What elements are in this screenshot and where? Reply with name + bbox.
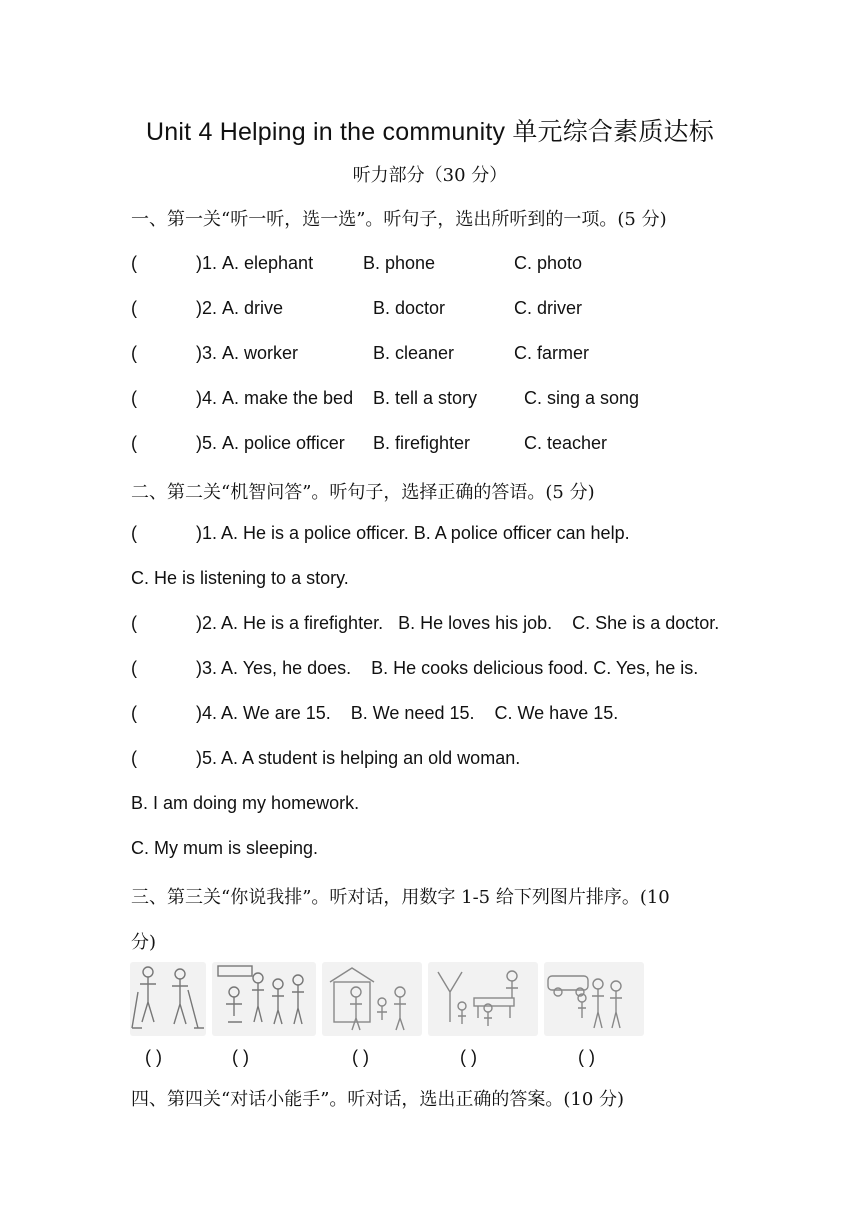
order-blank[interactable]: ( ): [145, 1047, 162, 1067]
page-subtitle: 听力部分（30 分）: [352, 165, 508, 186]
question-number: )5.: [196, 433, 218, 453]
option-c: C. teacher: [524, 433, 608, 453]
order-blank[interactable]: ( ): [352, 1047, 369, 1067]
answer-paren[interactable]: (: [131, 613, 137, 633]
answer-paren[interactable]: (: [131, 748, 137, 768]
question-number: )2.: [196, 298, 218, 318]
picture-park: [428, 962, 538, 1036]
option-b: B. firefighter: [373, 433, 471, 453]
section3-heading-cont: 分): [131, 932, 157, 953]
answer-paren[interactable]: (: [131, 658, 137, 678]
question-number: )3.: [196, 343, 218, 363]
order-blank[interactable]: ( ): [460, 1047, 477, 1067]
section1-heading: 一、第一关“听一听，选一选”。听句子，选出所听到的一项。(5 分): [131, 209, 667, 230]
order-blank[interactable]: ( ): [232, 1047, 249, 1067]
option-c: C. sing a song: [524, 388, 640, 408]
answer-paren[interactable]: (: [131, 343, 137, 363]
option-b: B. cleaner: [373, 343, 455, 363]
answer-paren[interactable]: (: [131, 703, 137, 723]
question-text: )4. A. We are 15. B. We need 15. C. We have 15.: [196, 703, 619, 723]
option-a: A. drive: [222, 298, 284, 318]
option-b: B. phone: [363, 253, 436, 273]
section3-heading: 三、第三关“你说我排”。听对话，用数字 1-5 给下列图片排序。(10: [131, 887, 670, 908]
question-text: )2. A. He is a firefighter. B. He loves his job. C. She is a doctor.: [196, 613, 720, 633]
picture-family: [544, 962, 644, 1036]
option-a: A. police officer: [222, 433, 345, 453]
section4-heading: 四、第四关“对话小能手”。听对话，选出正确的答案。(10 分): [131, 1089, 625, 1110]
picture-cook: [322, 962, 422, 1036]
option-a: A. make the bed: [222, 388, 354, 408]
question-text: )1. A. He is a police officer. B. A police officer can help.: [196, 523, 630, 543]
answer-paren[interactable]: (: [131, 433, 137, 453]
picture-group: [212, 962, 316, 1036]
question-number: )1.: [196, 253, 218, 273]
question-continuation: C. My mum is sleeping.: [131, 838, 319, 858]
option-a: A. elephant: [222, 253, 314, 273]
answer-paren[interactable]: (: [131, 253, 137, 273]
section2-heading: 二、第二关“机智问答”。听句子，选择正确的答语。(5 分): [131, 482, 595, 503]
question-continuation: C. He is listening to a story.: [131, 568, 349, 588]
question-number: )4.: [196, 388, 218, 408]
option-a: A. worker: [222, 343, 299, 363]
question-text: )5. A. A student is helping an old woman.: [196, 748, 521, 768]
question-continuation: B. I am doing my homework.: [131, 793, 360, 813]
answer-paren[interactable]: (: [131, 298, 137, 318]
option-c: C. farmer: [514, 343, 590, 363]
option-c: C. photo: [514, 253, 583, 273]
picture-strip: [130, 962, 650, 1038]
question-text: )3. A. Yes, he does. B. He cooks delicious food. C. Yes, he is.: [196, 658, 699, 678]
option-c: C. driver: [514, 298, 583, 318]
order-blank[interactable]: ( ): [578, 1047, 595, 1067]
answer-paren[interactable]: (: [131, 523, 137, 543]
picture-cleaners: [130, 962, 206, 1036]
option-b: B. doctor: [373, 298, 446, 318]
answer-paren[interactable]: (: [131, 388, 137, 408]
page-title: Unit 4 Helping in the community 单元综合素质达标: [146, 118, 714, 146]
option-b: B. tell a story: [373, 388, 478, 408]
